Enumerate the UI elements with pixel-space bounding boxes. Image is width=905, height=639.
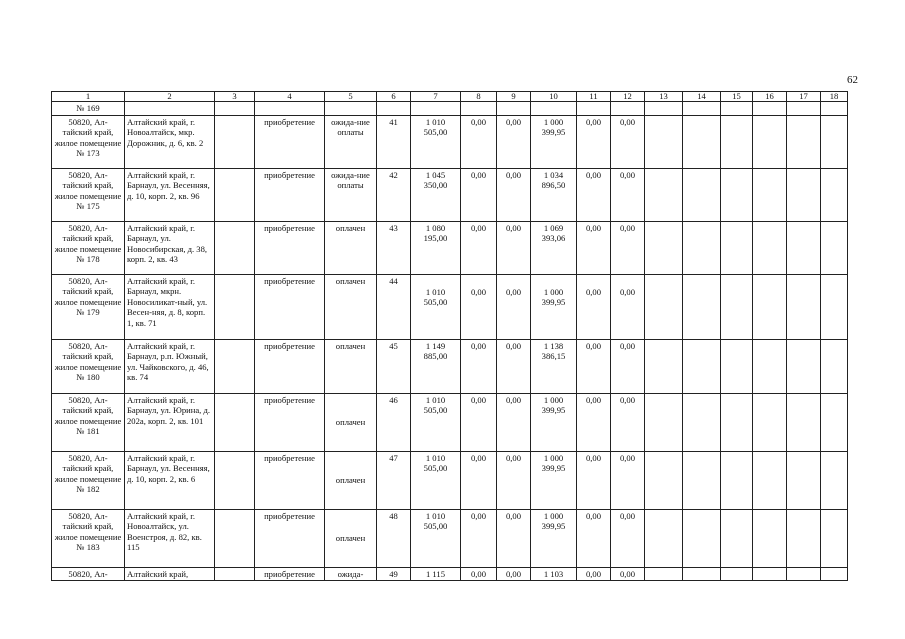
empty-cell [787, 168, 821, 221]
address-cell: Алтайский край, г. Барнаул, ул. Весенняя, д. 10, корп. 2, кв. 6 [125, 451, 215, 509]
empty-cell [683, 115, 721, 168]
header-cell: 15 [721, 92, 753, 102]
empty-cell [683, 567, 721, 581]
col3-cell [215, 115, 255, 168]
empty-cell [753, 509, 787, 567]
value-cell: 0,00 [461, 509, 497, 567]
empty-cell [721, 115, 753, 168]
basis-cell: приобретение [255, 509, 325, 567]
header-row [52, 92, 848, 102]
empty-cell [645, 451, 683, 509]
col3-cell [215, 393, 255, 451]
object-cell: 50820, Ал-тайский край, жилое помещение № 180 [52, 339, 125, 393]
empty-cell [821, 274, 848, 339]
object-cell: 50820, Ал-тайский край, жилое помещение № 173 [52, 115, 125, 168]
col3-cell [215, 274, 255, 339]
empty-cell [753, 274, 787, 339]
col3-cell [215, 339, 255, 393]
table-row [52, 274, 848, 339]
value-cell: 0,00 [497, 451, 531, 509]
empty-cell [753, 339, 787, 393]
amount-cell: 1 045 350,00 [411, 168, 461, 221]
col3-cell [215, 451, 255, 509]
amount-cell: 1 000 399,95 [531, 509, 577, 567]
table-row [52, 451, 848, 509]
basis-cell: приобретение [255, 168, 325, 221]
empty-cell [787, 509, 821, 567]
col3-cell [215, 567, 255, 581]
object-cell: 50820, Ал-тайский край, жилое помещение № 182 [52, 451, 125, 509]
row-number-cell: 49 [377, 567, 411, 581]
empty-cell [753, 451, 787, 509]
status-cell: оплачен [325, 274, 377, 339]
empty-cell [787, 221, 821, 274]
empty-cell [821, 451, 848, 509]
amount-cell: 1 115 [411, 567, 461, 581]
object-cell: 50820, Ал-тайский край, жилое помещение № 178 [52, 221, 125, 274]
status-cell: оплачен [325, 509, 377, 567]
value-cell: 0,00 [461, 339, 497, 393]
empty-cell [753, 168, 787, 221]
object-cell: 50820, Ал- [52, 567, 125, 581]
object-cell: 50820, Ал-тайский край, жилое помещение № 183 [52, 509, 125, 567]
header-cell: 8 [461, 92, 497, 102]
value-cell: 0,00 [577, 509, 611, 567]
amount-cell: 1 000 399,95 [531, 115, 577, 168]
amount-cell: 1 010 505,00 [411, 274, 461, 339]
status-cell: оплачен [325, 339, 377, 393]
address-cell: Алтайский край, г. Барнаул, мкрн. Новосиликат-ный, ул. Весен-няя, д. 8, корп. 1, кв. 71 [125, 274, 215, 339]
value-cell: 0,00 [461, 451, 497, 509]
header-cell: 3 [215, 92, 255, 102]
amount-cell: 1 034 896,50 [531, 168, 577, 221]
value-cell: 0,00 [461, 168, 497, 221]
empty-cell [683, 168, 721, 221]
object-cell: № 169 [52, 102, 125, 116]
value-cell: 0,00 [461, 274, 497, 339]
status-cell: ожида-ние оплаты [325, 115, 377, 168]
col3-cell [215, 221, 255, 274]
basis-cell: приобретение [255, 115, 325, 168]
empty-cell [787, 567, 821, 581]
amount-cell: 1 149 885,00 [411, 339, 461, 393]
empty-cell [645, 274, 683, 339]
amount-cell: 1 069 393,06 [531, 221, 577, 274]
amount-cell: 1 000 399,95 [531, 393, 577, 451]
empty-cell [721, 168, 753, 221]
table-row [52, 115, 848, 168]
header-cell: 7 [411, 92, 461, 102]
value-cell: 0,00 [497, 339, 531, 393]
value-cell: 0,00 [577, 115, 611, 168]
amount-cell: 1 138 386,15 [531, 339, 577, 393]
header-cell: 12 [611, 92, 645, 102]
empty-cell [721, 451, 753, 509]
row-number-cell: 44 [377, 274, 411, 339]
value-cell: 0,00 [577, 451, 611, 509]
empty-cell [821, 393, 848, 451]
header-cell: 17 [787, 92, 821, 102]
empty-cell [787, 451, 821, 509]
empty-cell [645, 168, 683, 221]
header-cell: 11 [577, 92, 611, 102]
value-cell: 0,00 [611, 393, 645, 451]
empty-cell [721, 221, 753, 274]
value-cell: 0,00 [497, 168, 531, 221]
header-cell: 14 [683, 92, 721, 102]
status-cell: оплачен [325, 393, 377, 451]
value-cell: 0,00 [497, 221, 531, 274]
value-cell: 0,00 [611, 451, 645, 509]
table-row [52, 393, 848, 451]
basis-cell: приобретение [255, 221, 325, 274]
status-cell: оплачен [325, 451, 377, 509]
empty-cell [645, 567, 683, 581]
amount-cell: 1 000 399,95 [531, 274, 577, 339]
amount-cell: 1 000 399,95 [531, 451, 577, 509]
address-cell: Алтайский край, г. Барнаул, ул. Новосибирская, д. 38, корп. 2, кв. 43 [125, 221, 215, 274]
address-cell: Алтайский край, г. Барнаул, ул. Весенняя, д. 10, корп. 2, кв. 96 [125, 168, 215, 221]
empty-cell [753, 567, 787, 581]
registry-table [51, 91, 848, 581]
basis-cell: приобретение [255, 339, 325, 393]
basis-cell: приобретение [255, 274, 325, 339]
basis-cell: приобретение [255, 451, 325, 509]
header-cell: 6 [377, 92, 411, 102]
table-row [52, 509, 848, 567]
empty-cell [753, 393, 787, 451]
value-cell: 0,00 [611, 339, 645, 393]
empty-cell [787, 274, 821, 339]
table-row [52, 168, 848, 221]
row-number-cell: 48 [377, 509, 411, 567]
basis-cell: приобретение [255, 393, 325, 451]
header-cell: 16 [753, 92, 787, 102]
address-cell: Алтайский край, г. Новоалтайск, ул. Военстроя, д. 82, кв. 115 [125, 509, 215, 567]
empty-cell [821, 509, 848, 567]
header-cell: 18 [821, 92, 848, 102]
address-cell: Алтайский край, [125, 567, 215, 581]
header-cell: 4 [255, 92, 325, 102]
value-cell: 0,00 [577, 339, 611, 393]
empty-cell [683, 509, 721, 567]
row-number-cell: 41 [377, 115, 411, 168]
header-cell: 10 [531, 92, 577, 102]
empty-cell [721, 339, 753, 393]
empty-cell [645, 221, 683, 274]
table-row [52, 102, 848, 116]
empty-cell [787, 393, 821, 451]
value-cell: 0,00 [577, 221, 611, 274]
value-cell: 0,00 [461, 115, 497, 168]
value-cell: 0,00 [497, 115, 531, 168]
value-cell: 0,00 [611, 274, 645, 339]
table-row [52, 567, 848, 581]
value-cell: 0,00 [461, 567, 497, 581]
empty-cell [721, 567, 753, 581]
amount-cell: 1 103 [531, 567, 577, 581]
empty-cell [787, 339, 821, 393]
amount-cell: 1 010 505,00 [411, 115, 461, 168]
empty-cell [645, 115, 683, 168]
row-number-cell: 43 [377, 221, 411, 274]
header-cell: 2 [125, 92, 215, 102]
status-cell: оплачен [325, 221, 377, 274]
value-cell: 0,00 [461, 393, 497, 451]
row-number-cell: 45 [377, 339, 411, 393]
value-cell: 0,00 [577, 567, 611, 581]
value-cell: 0,00 [611, 221, 645, 274]
empty-cell [645, 393, 683, 451]
object-cell: 50820, Ал-тайский край, жилое помещение № 181 [52, 393, 125, 451]
amount-cell: 1 010 505,00 [411, 451, 461, 509]
value-cell: 0,00 [577, 274, 611, 339]
empty-cell [821, 168, 848, 221]
col3-cell [215, 509, 255, 567]
object-cell: 50820, Ал-тайский край, жилое помещение № 175 [52, 168, 125, 221]
table-row [52, 339, 848, 393]
amount-cell: 1 010 505,00 [411, 509, 461, 567]
value-cell: 0,00 [611, 567, 645, 581]
header-cell: 13 [645, 92, 683, 102]
amount-cell: 1 010 505,00 [411, 393, 461, 451]
empty-cell [683, 274, 721, 339]
empty-cell [753, 221, 787, 274]
empty-cell [683, 451, 721, 509]
empty-cell [683, 339, 721, 393]
empty-cell [683, 221, 721, 274]
header-cell: 5 [325, 92, 377, 102]
object-cell: 50820, Ал-тайский край, жилое помещение № 179 [52, 274, 125, 339]
empty-cell [645, 339, 683, 393]
empty-cell [721, 509, 753, 567]
table-row [52, 221, 848, 274]
row-number-cell: 42 [377, 168, 411, 221]
value-cell: 0,00 [611, 115, 645, 168]
value-cell: 0,00 [611, 509, 645, 567]
empty-cell [821, 567, 848, 581]
value-cell: 0,00 [611, 168, 645, 221]
empty-cell [645, 509, 683, 567]
value-cell: 0,00 [497, 567, 531, 581]
empty-cell [721, 274, 753, 339]
value-cell: 0,00 [577, 393, 611, 451]
address-cell: Алтайский край, г. Барнаул, р.п. Южный, ул. Чайковского, д. 46, кв. 74 [125, 339, 215, 393]
amount-cell: 1 080 195,00 [411, 221, 461, 274]
empty-cell [821, 115, 848, 168]
value-cell: 0,00 [497, 393, 531, 451]
page-number: 62 [847, 74, 858, 86]
empty-cell [683, 393, 721, 451]
empty-cell [787, 115, 821, 168]
header-cell: 9 [497, 92, 531, 102]
col3-cell [215, 168, 255, 221]
value-cell: 0,00 [497, 509, 531, 567]
value-cell: 0,00 [577, 168, 611, 221]
header-cell: 1 [52, 92, 125, 102]
address-cell: Алтайский край, г. Барнаул, ул. Юрина, д. 202а, корп. 2, кв. 101 [125, 393, 215, 451]
empty-cell [721, 393, 753, 451]
empty-cell [821, 221, 848, 274]
empty-cell [753, 115, 787, 168]
empty-cell [821, 339, 848, 393]
status-cell: ожида- [325, 567, 377, 581]
row-number-cell: 47 [377, 451, 411, 509]
value-cell: 0,00 [461, 221, 497, 274]
status-cell: ожида-ние оплаты [325, 168, 377, 221]
address-cell: Алтайский край, г. Новоалтайск, мкр. Дорожник, д. 6, кв. 2 [125, 115, 215, 168]
row-number-cell: 46 [377, 393, 411, 451]
value-cell: 0,00 [497, 274, 531, 339]
basis-cell: приобретение [255, 567, 325, 581]
